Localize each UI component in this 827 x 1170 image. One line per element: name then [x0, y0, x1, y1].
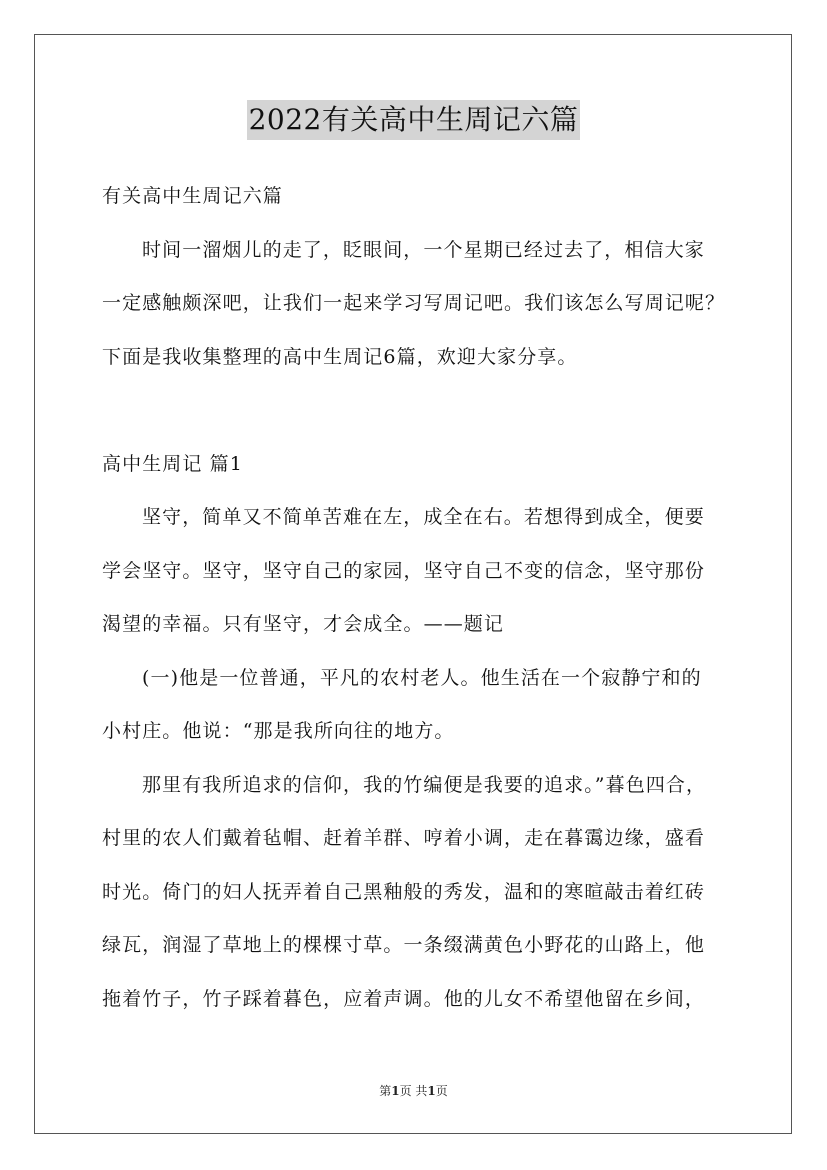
section-heading: 高中生周记 篇1 [102, 452, 243, 475]
document-body [102, 170, 742, 1026]
paragraph-line: 下面是我收集整理的高中生周记6篇，欢迎大家分享。 [102, 345, 578, 368]
paragraph-line: 小村庄。他说：“那是我所向往的地方。 [102, 720, 455, 742]
paragraph-line: 一定感触颇深吧，让我们一起来学习写周记吧。我们该怎么写周记呢？ [102, 292, 726, 314]
paragraph-line: 时间一溜烟儿的走了，眨眼间，一个星期已经过去了，相信大家 [142, 238, 705, 261]
paragraph-line: 那里有我所追求的信仰，我的竹编便是我要的追求。”暮色四合， [142, 773, 707, 796]
paragraph-line: 村里的农人们戴着毡帽、赶着羊群、哼着小调，走在暮霭边缘，盛看 [102, 827, 706, 849]
document-title: 2022有关高中生周记六篇 [247, 100, 581, 140]
paragraph-line: 坚守，简单又不简单苦难在左，成全在右。若想得到成全，便要 [142, 506, 705, 528]
title-container [0, 100, 827, 140]
page-label-suffix: 页 [435, 1084, 448, 1098]
paragraph-line: 学会坚守。坚守，坚守自己的家园，坚守自己不变的信念，坚守那份 [102, 559, 706, 582]
intro-heading: 有关高中生周记六篇 [102, 185, 283, 207]
paragraph-line: 拖着竹子，竹子踩着暮色，应着声调。他的儿女不希望他留在乡间， [102, 987, 706, 1010]
page-footer [0, 1083, 827, 1099]
page-number-current: 1 [391, 1084, 400, 1098]
paragraph-line: (一)他是一位普通，平凡的农村老人。他生活在一个寂静宁和的 [142, 666, 702, 689]
paragraph-line: 渴望的幸福。只有坚守，才会成全。——题记 [102, 613, 505, 635]
page-number-total: 1 [427, 1084, 436, 1098]
page-label-mid: 页 共 [399, 1084, 428, 1098]
paragraph-spacer [102, 384, 742, 438]
paragraph-line: 时光。倚门的妇人抚弄着自己黑釉般的秀发，温和的寒暄敲击着红砖 [102, 880, 706, 903]
paragraph-line: 绿瓦，润湿了草地上的棵棵寸草。一条缀满黄色小野花的山路上，他 [102, 934, 706, 956]
page-label-prefix: 第 [379, 1084, 392, 1098]
